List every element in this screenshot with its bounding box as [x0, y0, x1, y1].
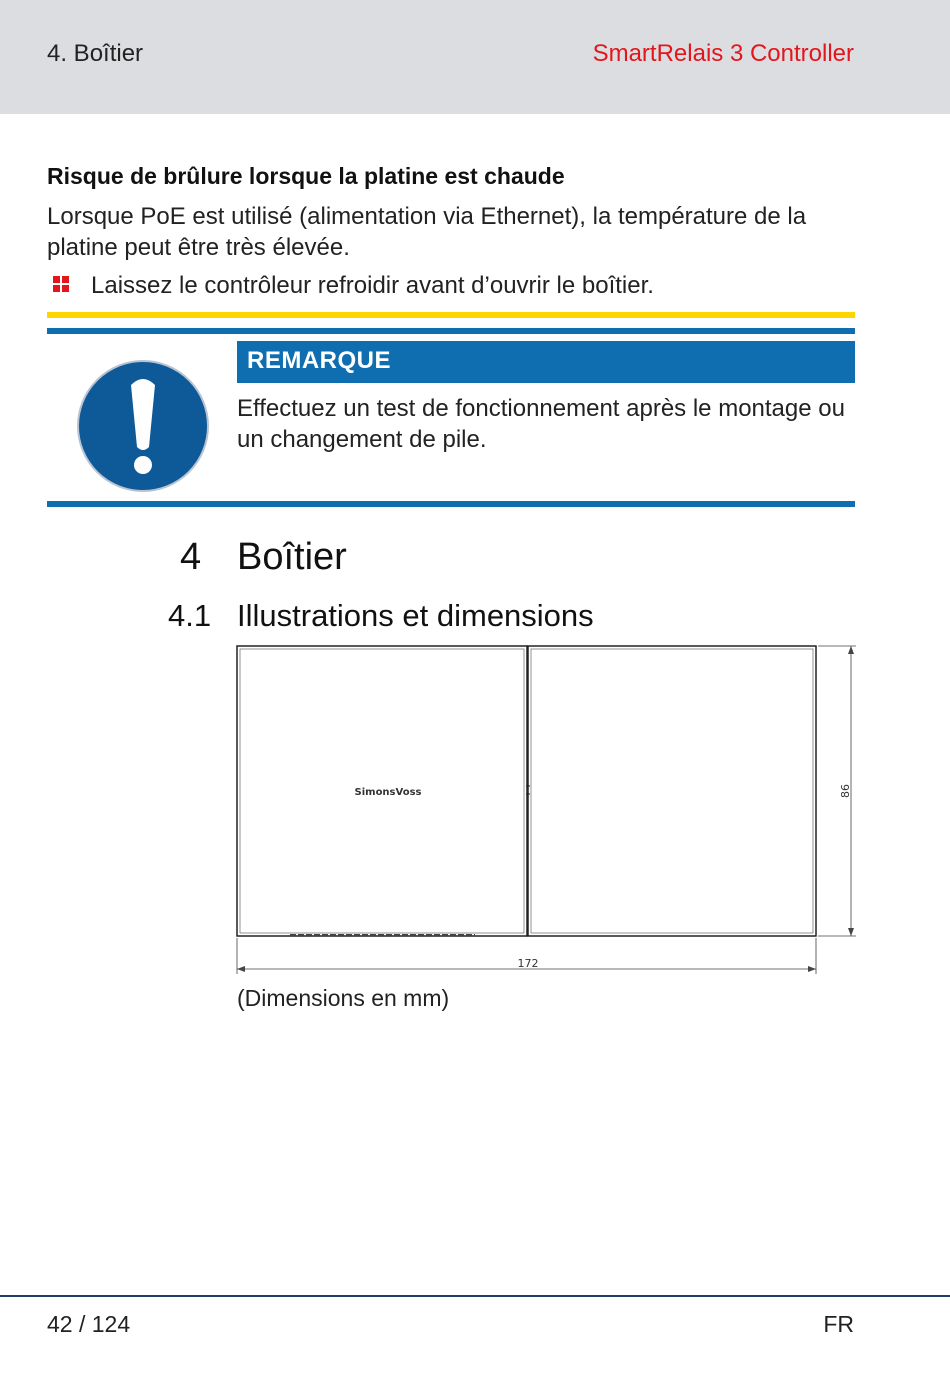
warning-action-text: Laissez le contrôleur refroidir avant d’ouvrir le boîtier.	[91, 272, 654, 299]
chapter-number: 4	[180, 536, 202, 578]
housing-drawing	[230, 640, 862, 980]
chapter-title: Boîtier	[237, 536, 347, 578]
note-bottom-divider	[47, 501, 855, 507]
header-product-name: SmartRelais 3 Controller	[592, 40, 854, 67]
header-section-title: 4. Boîtier	[47, 40, 144, 67]
note-header	[237, 341, 855, 383]
footer-divider	[0, 1295, 950, 1297]
housing-right-panel	[528, 646, 816, 936]
drawing-caption: (Dimensions en mm)	[237, 985, 450, 1011]
warning-divider	[47, 312, 855, 318]
action-bullet-icon	[53, 276, 69, 292]
note-text: Effectuez un test de fonctionnement après le montage ou un changement de pile.	[237, 395, 845, 453]
language-code: FR	[823, 1311, 854, 1337]
width-dimension-label: 172	[517, 957, 539, 970]
section-title: Illustrations et dimensions	[237, 598, 594, 633]
height-dimension-label: 86	[839, 784, 852, 798]
warning-title: Risque de brûlure lorsque la platine est chaude	[47, 163, 565, 189]
warning-text: Lorsque PoE est utilisé (alimentation via Ethernet), la température de la platine peut être très élevée.	[47, 203, 807, 261]
warning-action	[47, 272, 654, 300]
note-top-divider	[47, 328, 855, 334]
section-number: 4.1	[168, 598, 212, 633]
page-header	[0, 0, 950, 114]
page-number: 42 / 124	[47, 1311, 131, 1337]
note-label: REMARQUE	[247, 347, 392, 374]
exclamation-icon	[76, 359, 210, 493]
housing-brand-logo: SimonsVoss	[354, 787, 422, 798]
